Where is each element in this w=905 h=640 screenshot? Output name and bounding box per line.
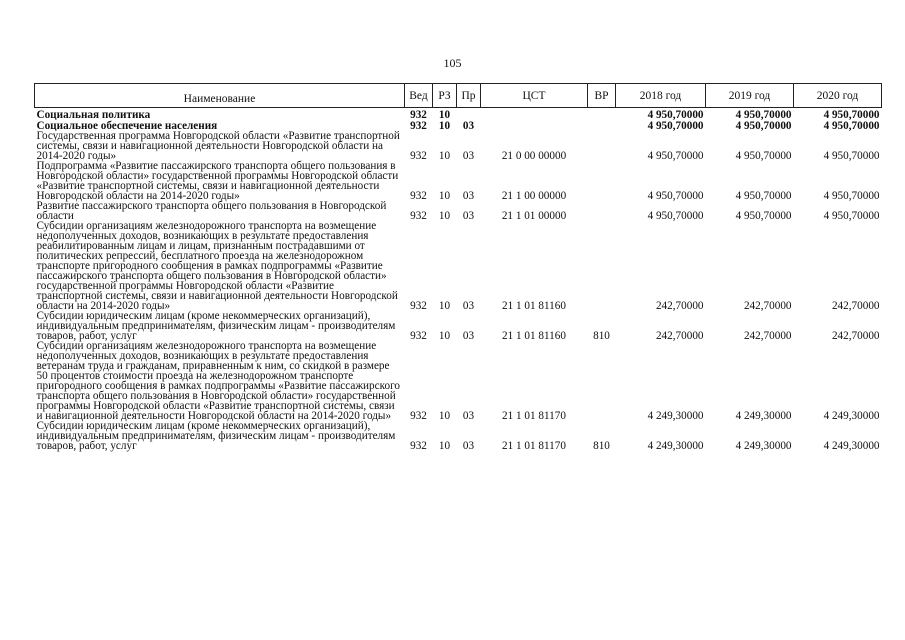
cell-pr: 03 <box>462 440 475 452</box>
cell-vr: 810 <box>593 330 610 342</box>
cell-y2019: 242,70000 <box>743 330 792 342</box>
header-pr: Пр <box>457 84 481 108</box>
table-row <box>35 311 882 341</box>
cell-ved: 932 <box>410 300 427 312</box>
cell-rz: 10 <box>438 440 451 452</box>
cell-y2018: 4 950,70000 <box>647 190 704 202</box>
cell-cst: 21 1 01 00000 <box>501 210 567 222</box>
cell-ved: 932 <box>410 150 427 162</box>
cell-ved: 932 <box>410 440 427 452</box>
cell-pr: 03 <box>462 410 475 422</box>
cell-y2019: 4 249,30000 <box>735 410 792 422</box>
header-ved: Вед <box>405 84 433 108</box>
cell-rz: 10 <box>438 120 451 132</box>
table-row <box>35 108 882 121</box>
cell-ved: 932 <box>410 190 427 202</box>
table-header-row <box>35 84 882 108</box>
cell-y2018: 4 950,70000 <box>647 210 704 222</box>
cell-rz: 10 <box>438 150 451 162</box>
table-row <box>35 221 882 311</box>
cell-y2018: 4 950,70000 <box>647 120 704 132</box>
table-row <box>35 131 882 161</box>
cell-ved: 932 <box>410 330 427 342</box>
cell-cst: 21 1 01 81170 <box>502 410 566 422</box>
table-body <box>35 108 882 452</box>
cell-y2018: 242,70000 <box>655 300 704 312</box>
cell-name: Социальное обеспечение населения <box>36 120 218 132</box>
cell-y2020: 4 950,70000 <box>823 109 880 121</box>
cell-rz: 10 <box>438 300 451 312</box>
cell-ved: 932 <box>410 410 427 422</box>
cell-y2019: 4 249,30000 <box>735 440 792 452</box>
cell-y2020: 4 950,70000 <box>823 210 880 222</box>
cell-y2020: 4 249,30000 <box>823 410 880 422</box>
cell-y2018: 4 249,30000 <box>647 410 704 422</box>
header-vr: ВР <box>588 84 616 108</box>
cell-rz: 10 <box>438 330 451 342</box>
cell-ved: 932 <box>410 120 427 132</box>
cell-y2020: 242,70000 <box>831 330 880 342</box>
cell-name: Субсидии организациям железнодорожного транспорта на возмещение недополученных доходов, возникающих в результате предоставления реабилитированным лицам и лицам, признанным пострадавшими от политических репрессий, бесплатного проезда на железнодорожном транспорте пригородного сообщения в рамках подпрограммы «Развитие пассажирского транспорта общего пользования в Новгородской области» государственной программы Новгородской области «Развитие транспортной системы, связи и навигационной деятельности Новгородской области на 2014-2020 годы» <box>36 220 398 312</box>
cell-y2019: 4 950,70000 <box>735 120 792 132</box>
table-row <box>35 161 882 201</box>
budget-table <box>34 83 882 451</box>
cell-pr: 03 <box>462 210 475 222</box>
cell-cst: 21 1 01 81160 <box>502 330 566 342</box>
header-2019: 2019 год <box>706 84 794 108</box>
cell-vr <box>588 221 616 311</box>
page-number: 105 <box>443 56 462 70</box>
cell-vr <box>588 120 616 131</box>
cell-y2020: 4 249,30000 <box>823 440 880 452</box>
cell-rz: 10 <box>438 190 451 202</box>
header-2018: 2018 год <box>616 84 706 108</box>
cell-y2020: 4 950,70000 <box>823 150 880 162</box>
cell-y2018: 4 950,70000 <box>647 109 704 121</box>
cell-vr <box>588 341 616 421</box>
cell-name: Субсидии организациям железнодорожного транспорта на возмещение недополученных доходов, возникающих в результате предоставления ветеранам труда и гражданам, приравненным к ним, со скидкой в размере 50 процентов стоимости проезда на железнодорожном транспорте пригородного сообщения в рамках подпрограммы «Развитие пассажирского транспорта общего пользования в Новгородской области» государственной программы Новгородской области «Развитие транспортной системы, связи и навигационной деятельности Новгородской области на 2014-2020 годы» <box>36 340 400 422</box>
cell-pr: 03 <box>462 190 475 202</box>
cell-vr <box>588 161 616 201</box>
cell-name: Социальная политика <box>36 109 151 121</box>
cell-cst: 21 0 00 00000 <box>501 150 567 162</box>
cell-rz: 10 <box>438 109 451 121</box>
cell-name: Субсидии юридическим лицам (кроме некоммерческих организаций), индивидуальным предпринимателям, физическим лицам - производителям товаров, работ, услуг <box>36 420 396 452</box>
cell-y2018: 4 950,70000 <box>647 150 704 162</box>
cell-y2019: 4 950,70000 <box>735 109 792 121</box>
cell-rz: 10 <box>438 210 451 222</box>
header-2020: 2020 год <box>794 84 882 108</box>
cell-vr <box>588 131 616 161</box>
cell-y2018: 242,70000 <box>655 330 704 342</box>
cell-y2020: 4 950,70000 <box>823 190 880 202</box>
cell-rz: 10 <box>438 410 451 422</box>
cell-name: Государственная программа Новгородской области «Развитие транспортной системы, связи и навигационной деятельности Новгородской области на 2014-2020 годы» <box>36 130 400 162</box>
cell-pr: 03 <box>462 330 475 342</box>
cell-cst: 21 1 00 00000 <box>501 190 567 202</box>
header-rz: РЗ <box>433 84 457 108</box>
cell-vr <box>588 108 616 121</box>
cell-pr <box>457 108 481 121</box>
table-row <box>35 421 882 451</box>
header-name: Наименование <box>35 84 405 108</box>
cell-y2019: 242,70000 <box>743 300 792 312</box>
cell-pr: 03 <box>462 300 475 312</box>
cell-y2019: 4 950,70000 <box>735 150 792 162</box>
cell-ved: 932 <box>410 109 427 121</box>
header-cst: ЦСТ <box>481 84 588 108</box>
cell-pr: 03 <box>462 120 475 132</box>
table-row <box>35 201 882 221</box>
cell-y2020: 4 950,70000 <box>823 120 880 132</box>
cell-name: Развитие пассажирского транспорта общего пользования в Новгородской области <box>36 200 387 222</box>
cell-cst: 21 1 01 81160 <box>502 300 566 312</box>
cell-y2020: 242,70000 <box>831 300 880 312</box>
cell-vr: 810 <box>593 440 610 452</box>
table-row <box>35 341 882 421</box>
cell-y2019: 4 950,70000 <box>735 190 792 202</box>
cell-y2019: 4 950,70000 <box>735 210 792 222</box>
cell-name: Подпрограмма «Развитие пассажирского транспорта общего пользования в Новгородской области» государственной программы Новгородской области «Развитие транспортной системы, связи и навигационной деятельности Новгородской области на 2014-2020 годы» <box>36 160 399 202</box>
cell-pr: 03 <box>462 150 475 162</box>
cell-cst <box>481 108 588 121</box>
cell-vr <box>588 201 616 221</box>
cell-ved: 932 <box>410 210 427 222</box>
cell-cst: 21 1 01 81170 <box>502 440 566 452</box>
cell-y2018: 4 249,30000 <box>647 440 704 452</box>
cell-name: Субсидии юридическим лицам (кроме некоммерческих организаций), индивидуальным предпринимателям, физическим лицам - производителям товаров, работ, услуг <box>36 310 396 342</box>
cell-cst <box>481 120 588 131</box>
